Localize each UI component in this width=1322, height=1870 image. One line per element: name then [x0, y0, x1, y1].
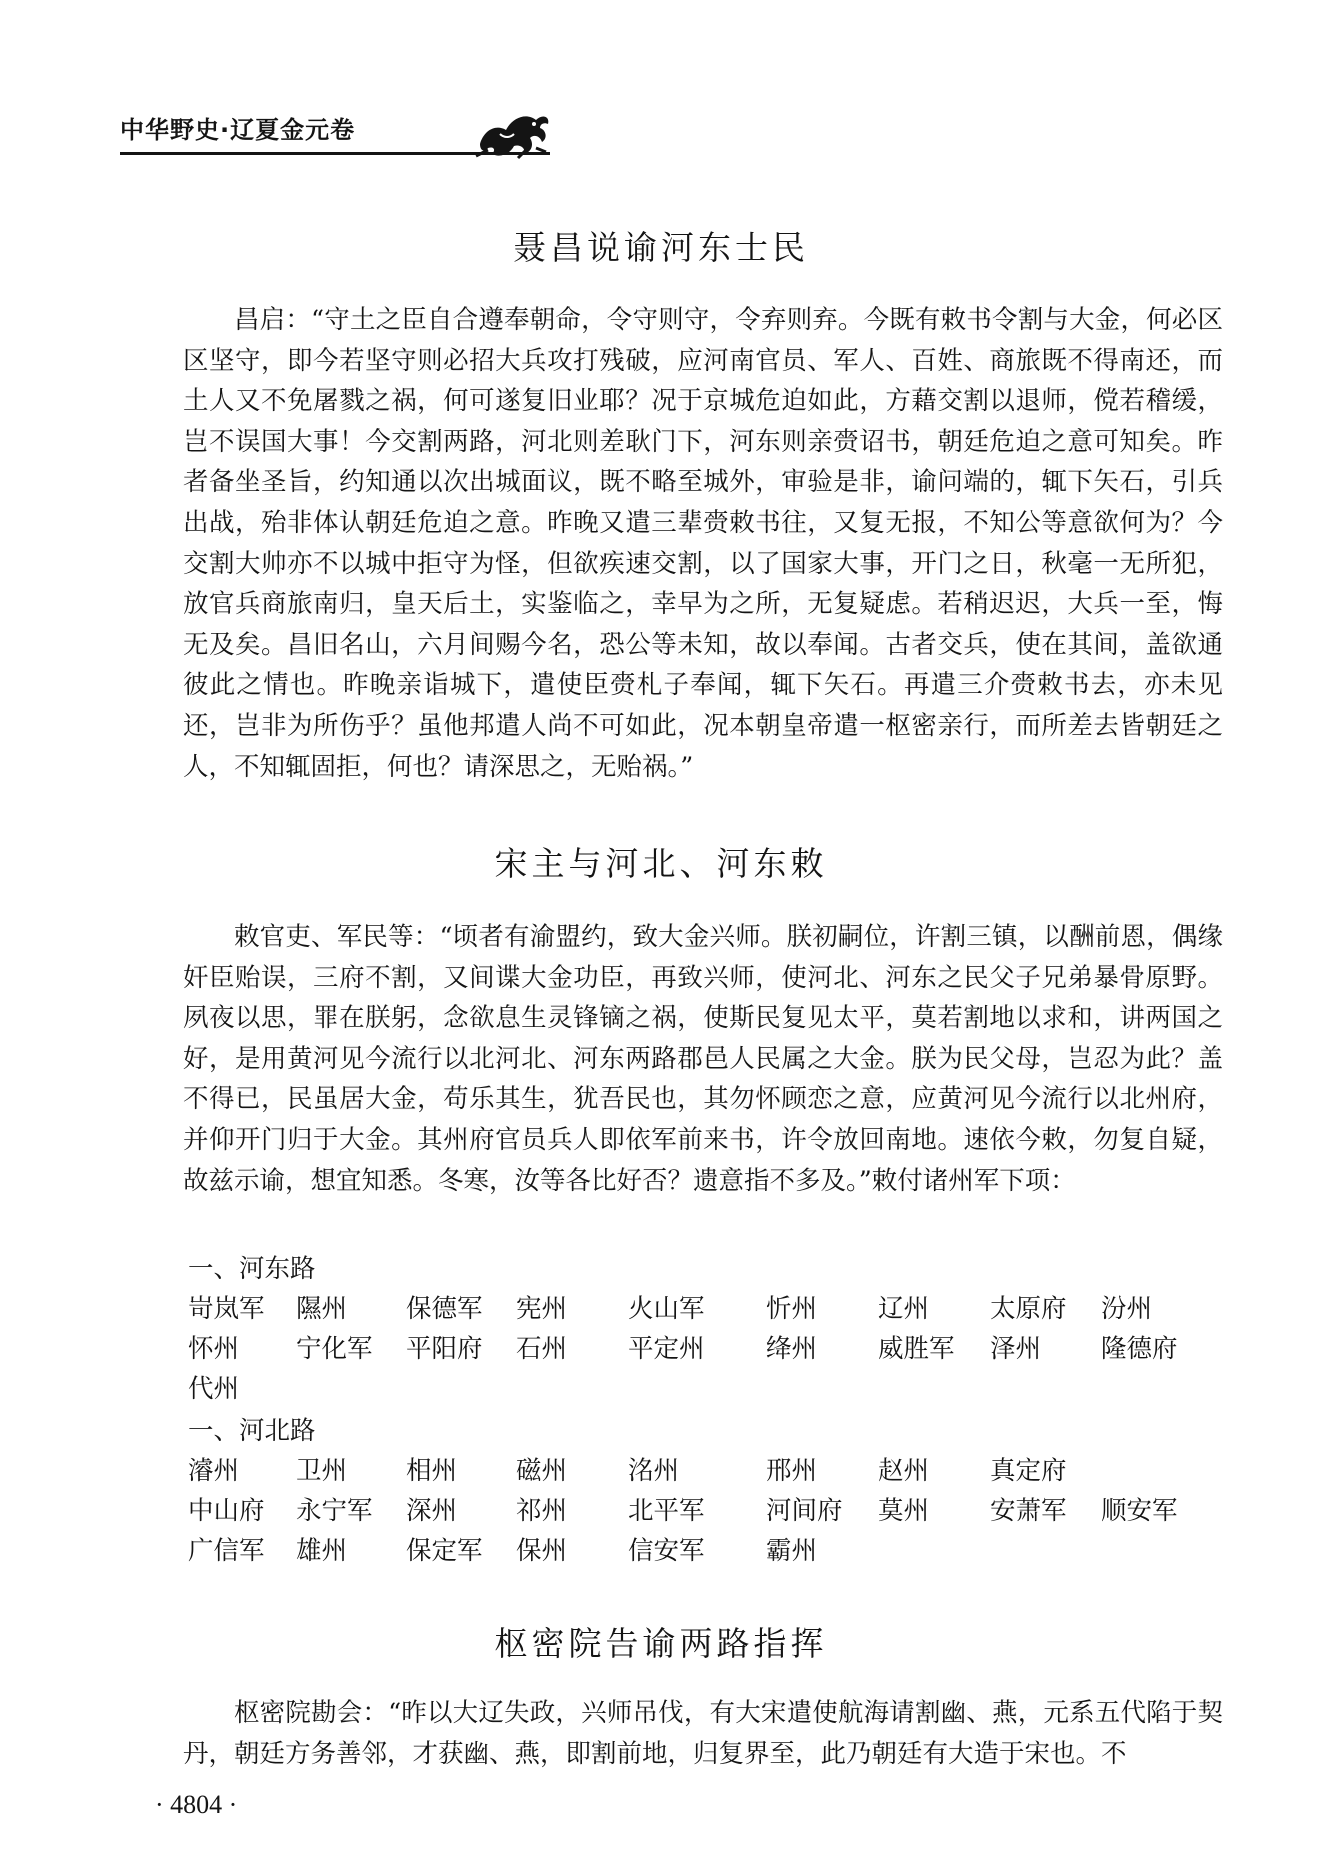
section-title: 宋主与河北、河东敕	[494, 844, 828, 883]
place-name: 安萧军	[990, 1496, 1067, 1526]
place-row	[188, 1369, 1228, 1409]
place-name: 河间府	[766, 1496, 843, 1526]
section-title: 聂昌说谕河东士民	[513, 228, 809, 267]
place-name: 信安军	[628, 1536, 705, 1566]
place-name: 邢州	[766, 1456, 818, 1486]
place-row	[188, 1289, 1228, 1329]
paragraph: 枢密院勘会：“昨以大辽失政，兴师吊伐，有大宋遣使航海请割幽、燕，元系五代陷于契丹，朝廷方务善邻，才获幽、燕，即割前地，归复界至，此乃朝廷有大造于宋也。不	[183, 1698, 1223, 1769]
place-row	[188, 1491, 1228, 1531]
place-name: 平阳府	[406, 1334, 483, 1364]
place-name: 火山军	[628, 1294, 705, 1324]
paragraph: 昌启：“守土之臣自合遵奉朝命，令守则守，令弃则弃。今既有敕书令割与大金，何必区区坚守，即今若坚守则必招大兵攻打残破，应河南官员、军人、百姓、商旅既不得南还，而土人又不免屠戮之祸，何可遂复旧业耶？况于京城危迫如此，方藉交割以退师，傥若稽缓，岂不误国大事！今交割两路，河北则差耿门下，河东则亲赍诏书，朝廷危迫之意可知矣。昨者备坐圣旨，约知通以次出城面议，既不略至城外，审验是非，谕问端的，辄下矢石，引兵出战，殆非体认朝廷危迫之意。昨晚又遣三辈赍敕书往，又复无报，不知公等意欲何为？今交割大帅亦不以城中拒守为怪，但欲疾速交割，以了国家大事，开门之日，秋毫一无所犯，放官兵商旅南归，皇天后土，实鉴临之，幸早为之所，无复疑虑。若稍迟迟，大兵一至，悔无及矣。昌旧名山，六月间赐今名，恐公等未知，故以奉闻。古者交兵，使在其间，盖欲通彼此之情也。昨晚亲诣城下，遣使臣赍札子奉闻，辄下矢石。再遣三介赍敕书去，亦未见还，岂非为所伤乎？虽他邦遣人尚不可如此，况本朝皇帝遣一枢密亲行，而所差去皆朝廷之人，不知辄固拒，何也？请深思之，无贻祸。”	[183, 305, 1223, 782]
place-name: 赵州	[878, 1456, 930, 1486]
place-row	[188, 1531, 1228, 1571]
place-name: 顺安军	[1101, 1496, 1178, 1526]
place-name: 保定军	[406, 1536, 483, 1566]
place-name: 太原府	[990, 1294, 1067, 1324]
place-row	[188, 1451, 1228, 1491]
place-name: 中山府	[188, 1496, 265, 1526]
place-name: 威胜军	[878, 1334, 955, 1364]
place-name: 怀州	[188, 1334, 240, 1364]
place-name: 莫州	[878, 1496, 930, 1526]
place-name: 保州	[516, 1536, 568, 1566]
section-body	[183, 1693, 1223, 1774]
place-name: 辽州	[878, 1294, 930, 1324]
place-name: 相州	[406, 1456, 458, 1486]
place-name: 卫州	[296, 1456, 348, 1486]
page-number: · 4804 ·	[155, 1790, 238, 1819]
place-name: 濬州	[188, 1456, 240, 1486]
place-name: 广信军	[188, 1536, 265, 1566]
place-name: 雄州	[296, 1536, 348, 1566]
place-name: 宁化军	[296, 1334, 373, 1364]
place-name: 代州	[188, 1374, 240, 1404]
place-row	[188, 1329, 1228, 1369]
section-body	[183, 917, 1223, 1201]
paragraph: 敕官吏、军民等：“顷者有渝盟约，致大金兴师。朕初嗣位，许割三镇，以酬前恩，偶缘奸臣贻误，三府不割，又间谍大金功臣，再致兴师，使河北、河东之民父子兄弟暴骨原野。夙夜以思，罪在朕躬，念欲息生灵锋镝之祸，使斯民复见太平，莫若割地以求和，讲两国之好，是用黄河见今流行以北河北、河东两路郡邑人民属之大金。朕为民父母，岂忍为此？盖不得已，民虽居大金，苟乐其生，犹吾民也，其勿怀顾恋之意，应黄河见今流行以北州府，并仰开门归于大金。其州府官员兵人即依军前来书，许令放回南地。速依今敕，勿复自疑，故兹示谕，想宜知悉。冬寒，汝等各比好否？遗意指不多及。”敕付诸州军下项：	[183, 922, 1223, 1196]
section-body	[183, 300, 1223, 787]
place-name: 北平军	[628, 1496, 705, 1526]
section-title: 枢密院告谕两路指挥	[494, 1624, 828, 1663]
place-name: 磁州	[516, 1456, 568, 1486]
route-heading: 一、河东路	[188, 1254, 316, 1284]
place-name: 汾州	[1101, 1294, 1153, 1324]
place-name: 忻州	[766, 1294, 818, 1324]
place-name: 石州	[516, 1334, 568, 1364]
place-name: 岢岚军	[188, 1294, 265, 1324]
place-name: 真定府	[990, 1456, 1067, 1486]
place-name: 永宁军	[296, 1496, 373, 1526]
running-header: 中华野史·辽夏金元卷	[120, 116, 356, 144]
place-name: 洺州	[628, 1456, 680, 1486]
place-name: 平定州	[628, 1334, 705, 1364]
place-name: 深州	[406, 1496, 458, 1526]
place-name: 霸州	[766, 1536, 818, 1566]
header-rule	[120, 152, 550, 155]
place-name: 祁州	[516, 1496, 568, 1526]
place-name: 隆德府	[1101, 1334, 1178, 1364]
place-name: 保德军	[406, 1294, 483, 1324]
place-name: 宪州	[516, 1294, 568, 1324]
route-heading: 一、河北路	[188, 1416, 316, 1446]
place-name: 隰州	[296, 1294, 348, 1324]
place-name: 绛州	[766, 1334, 818, 1364]
place-name: 泽州	[990, 1334, 1042, 1364]
